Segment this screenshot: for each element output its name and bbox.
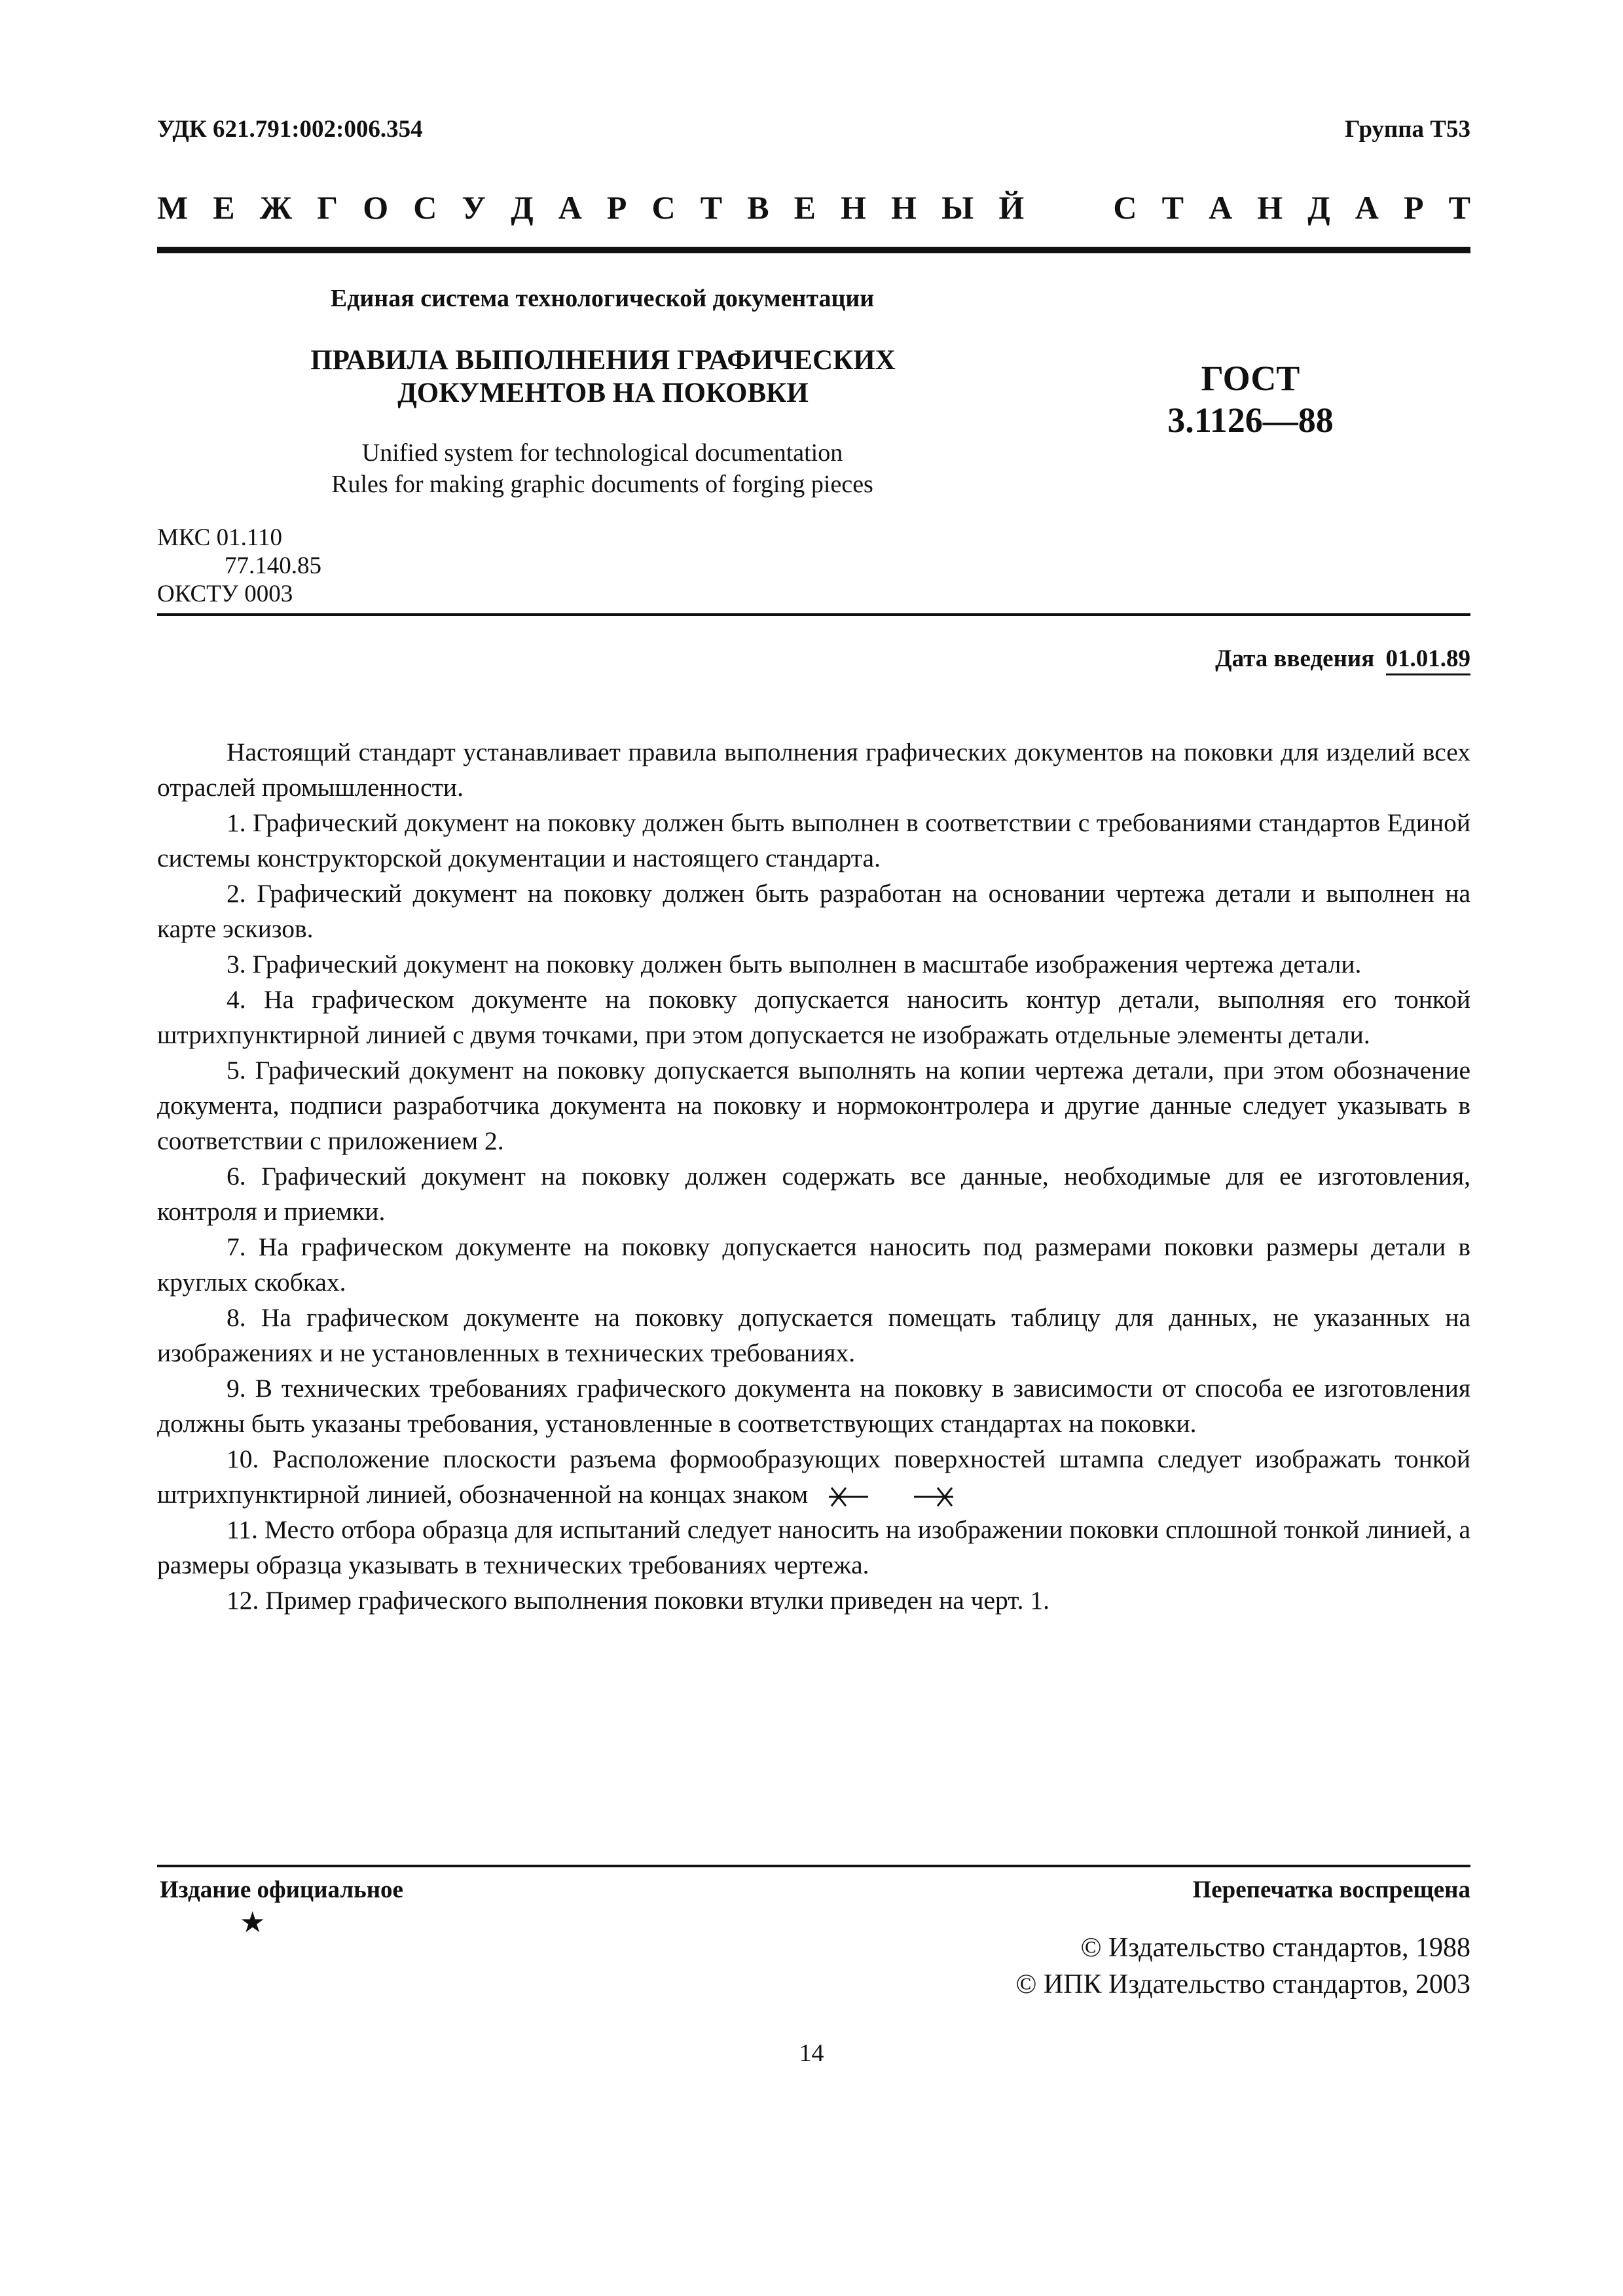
standard-body (157, 734, 1470, 1618)
mks-code-secondary: 77.140.85 (225, 552, 321, 579)
heading-letter: А (1209, 189, 1233, 226)
paragraph: 12. Пример графического выполнения поковки втулки приведен на черт. 1. (227, 1586, 1049, 1615)
paragraph: 7. На графическом документе на поковку допускается наносить под размерами поковки размеры детали в круглых скобках. (157, 1232, 1470, 1297)
paragraph: 4. На графическом документе на поковку допускается наносить контур детали, выполняя его тонкой штрихпунктирной линией с двумя точками, при этом допускается не изображать отдельные элементы детали. (157, 985, 1470, 1049)
heading-letter: Р (606, 189, 627, 226)
date-value: 01.01.89 (1386, 645, 1471, 675)
english-title-line: Unified system for technological documentation (361, 439, 843, 467)
copyright-line: © ИПК Издательство стандартов, 2003 (1015, 1969, 1470, 2000)
system-name: Единая система технологической документации (330, 285, 875, 312)
title-line: ДОКУМЕНТОВ НА ПОКОВКИ (397, 378, 809, 408)
heading-letter: Р (1403, 189, 1424, 226)
gost-label: ГОСТ (1201, 359, 1300, 398)
footer-rule (157, 1865, 1470, 1867)
okstu-code: ОКСТУ 0003 (157, 581, 293, 607)
english-title (242, 437, 962, 500)
gost-number: 3.1126—88 (1167, 401, 1334, 440)
star-icon: ★ (240, 1907, 266, 1939)
heading-letter: Н (891, 189, 917, 226)
heading-letter: Н (841, 189, 867, 226)
header-rule (157, 247, 1470, 253)
heading-letter: Т (700, 189, 723, 226)
udk-code: УДК 621.791:002:006.354 (157, 116, 423, 143)
gost-designation (1139, 357, 1362, 441)
heading-letter: С (413, 189, 437, 226)
document-title (236, 344, 970, 410)
heading-letter: Й (998, 189, 1025, 226)
paragraph: 9. В технических требованиях графического документа на поковку в зависимости от способа ее изготовления должны быть указаны требования, установленные в соответствующих стандартах на поковки. (157, 1374, 1470, 1438)
heading-letter: Ж (259, 189, 293, 226)
heading-letter: Т (1448, 189, 1470, 226)
english-title-line: Rules for making graphic documents of forging pieces (331, 471, 873, 498)
heading-letter: А (558, 189, 582, 226)
heading-letter: Г (317, 189, 338, 226)
paragraph: Настоящий стандарт устанавливает правила выполнения графических документов на поковки для изделий всех отраслей промышленности. (157, 738, 1470, 802)
heading-letter: Д (1307, 189, 1330, 226)
paragraph: 1. Графический документ на поковку должен быть выполнен в соответствии с требованиями стандартов Единой системы конструкторской документации и настоящего стандарта. (157, 808, 1470, 872)
paragraph-with-symbol (157, 1441, 1470, 1512)
heading-letter: С (1113, 189, 1137, 226)
mks-code: МКС 01.110 (157, 524, 282, 551)
heading-letter: Н (1257, 189, 1283, 226)
interstate-standard-heading (157, 188, 1470, 226)
paragraph: 6. Графический документ на поковку должен содержать все данные, необходимые для ее изготовления, контроля и приемки. (157, 1162, 1470, 1226)
classification-codes (157, 524, 321, 608)
heading-letter: Д (511, 189, 534, 226)
page-number: 14 (799, 2039, 824, 2067)
reprint-notice: Перепечатка воспрещена (1192, 1876, 1470, 1903)
classification-rule (157, 613, 1470, 616)
group-code: Группа Т53 (1345, 116, 1470, 143)
date-label: Дата введения (1215, 645, 1375, 672)
paragraph: 8. На графическом документе на поковку допускается помещать таблицу для данных, не указанных на изображениях и не установленных в технических требованиях. (157, 1303, 1470, 1367)
copyright-line: © Издательство стандартов, 1988 (1080, 1933, 1470, 1963)
heading-letter: Е (213, 189, 235, 226)
heading-letter: С (651, 189, 676, 226)
paragraph-text: 10. Расположение плоскости разъема формообразующих поверхностей штампа следует изображать тонкой штрихпунктирной линией, обозначенной на концах знаком (157, 1444, 1470, 1509)
heading-letter: А (1355, 189, 1379, 226)
parting-line-symbol-icon (822, 1482, 960, 1511)
heading-letter: О (363, 189, 389, 226)
paragraph: 11. Место отбора образца для испытаний следует наносить на изображении поковки сплошной тонкой линией, а размеры образца указывать в технических требованиях чертежа. (157, 1515, 1470, 1579)
word-gap (1049, 188, 1088, 226)
paragraph: 2. Графический документ на поковку должен быть разработан на основании чертежа детали и выполнен на карте эскизов. (157, 879, 1470, 943)
copyright-block (1015, 1929, 1470, 2003)
introduction-date (1215, 645, 1470, 673)
heading-letter: Т (1161, 189, 1184, 226)
heading-letter: М (157, 189, 189, 226)
official-edition-label: Издание официальное (160, 1876, 403, 1903)
heading-letter: Ы (941, 189, 974, 226)
title-line: ПРАВИЛА ВЫПОЛНЕНИЯ ГРАФИЧЕСКИХ (310, 345, 896, 376)
paragraph: 3. Графический документ на поковку должен быть выполнен в масштабе изображения чертежа детали. (227, 950, 1362, 978)
heading-letter: В (747, 189, 769, 226)
heading-letter: У (462, 189, 486, 226)
paragraph: 5. Графический документ на поковку допускается выполнять на копии чертежа детали, при этом обозначение документа, подписи разработчика документа на поковку и нормоконтролера и другие данные следует указывать в соответствии с приложением 2. (157, 1056, 1470, 1155)
heading-letter: Е (793, 189, 816, 226)
